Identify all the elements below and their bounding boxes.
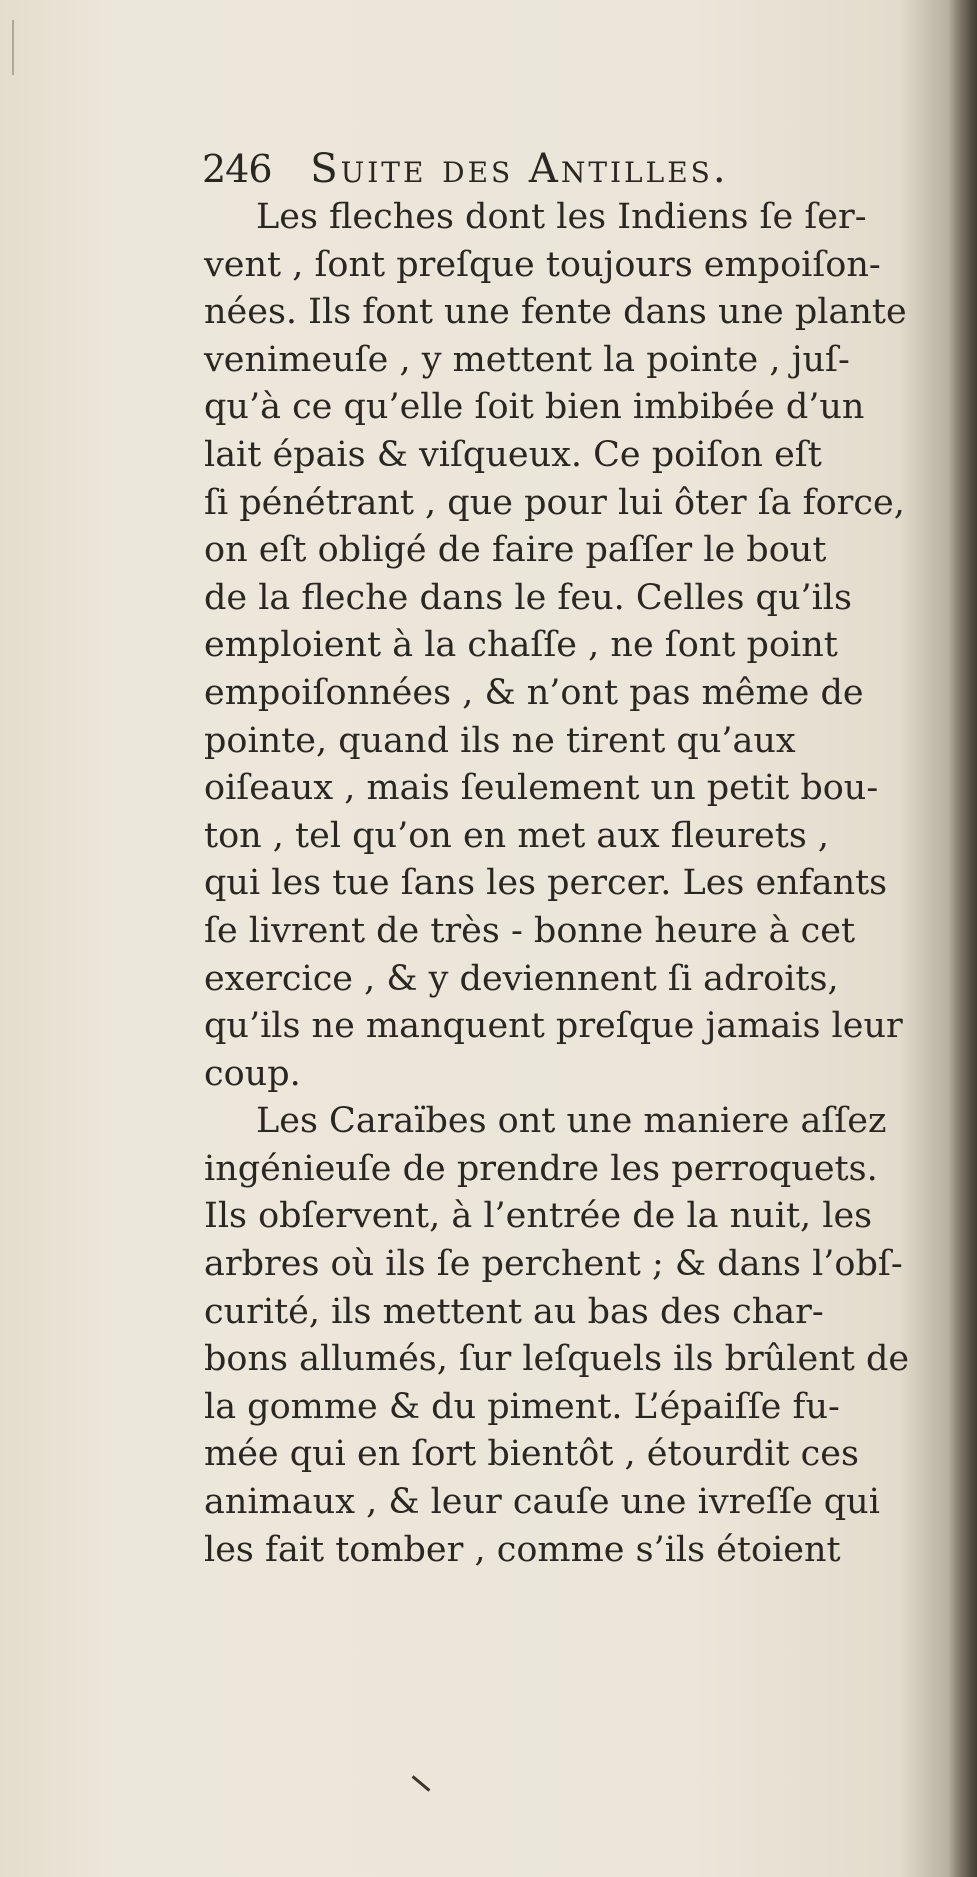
text-line: mée qui en ſort bientôt , étourdit ces	[204, 1434, 859, 1475]
text-line: on eſt obligé de faire paſſer le bout	[204, 530, 827, 571]
text-line: arbres où ils ſe perchent ; & dans l’obſ-	[204, 1244, 903, 1285]
text-line: ſi pénétrant , que pour lui ôter ſa force,	[204, 482, 905, 523]
text-line: qu’ils ne manquent preſque jamais leur	[204, 1006, 903, 1047]
text-line: animaux , & leur cauſe une ivreſſe qui	[204, 1482, 880, 1523]
text-line: coup.	[204, 1053, 301, 1094]
text-line: de la fleche dans le feu. Celles qu’ils	[204, 577, 852, 618]
text-line: ingénieuſe de prendre les perroquets.	[204, 1148, 878, 1189]
running-head	[202, 142, 942, 196]
text-line: vent , ſont preſque toujours empoiſon-	[204, 244, 881, 285]
running-title: Suite des Antilles.	[310, 146, 729, 192]
text-line: oiſeaux , mais ſeulement un petit bou-	[204, 768, 879, 809]
text-line: ton , tel qu’on en met aux fleurets ,	[204, 815, 830, 856]
text-line: les fait tomber , comme s’ils étoient	[204, 1529, 841, 1570]
text-line: curité, ils mettent au bas des char-	[204, 1291, 824, 1332]
text-line: qui les tue ſans les percer. Les enfants	[204, 863, 888, 904]
body-text	[204, 194, 939, 1574]
text-line: la gomme & du piment. L’épaiſſe fu-	[204, 1386, 840, 1427]
text-line: venimeuſe , y mettent la pointe , juſ-	[204, 339, 850, 380]
text-line: qu’à ce qu’elle ſoit bien imbibée d’un	[204, 387, 865, 428]
text-line: pointe, quand ils ne tirent qu’aux	[204, 720, 796, 761]
page-margin-mark	[12, 20, 14, 75]
text-line: exercice , & y deviennent ſi adroits,	[204, 958, 839, 999]
page-edge-shadow	[949, 0, 977, 1877]
text-line: Les fleches dont les Indiens ſe ſer-	[256, 197, 867, 237]
text-line: ſe livrent de très - bonne heure à cet	[204, 910, 856, 951]
text-line: lait épais & viſqueux. Ce poiſon eſt	[204, 434, 822, 475]
page-number: 246	[202, 147, 272, 191]
text-line: empoiſonnées , & n’ont pas même de	[204, 672, 864, 713]
text-line: bons allumés, ſur leſquels ils brûlent de	[204, 1339, 910, 1380]
text-line: Les Caraïbes ont une maniere aſſez	[256, 1101, 887, 1142]
text-line: Ils obſervent, à l’entrée de la nuit, les	[204, 1196, 873, 1237]
ink-mark	[412, 1775, 431, 1791]
text-line: nées. Ils font une fente dans une plante	[204, 292, 907, 333]
text-line: emploient à la chaſſe , ne ſont point	[204, 625, 838, 666]
